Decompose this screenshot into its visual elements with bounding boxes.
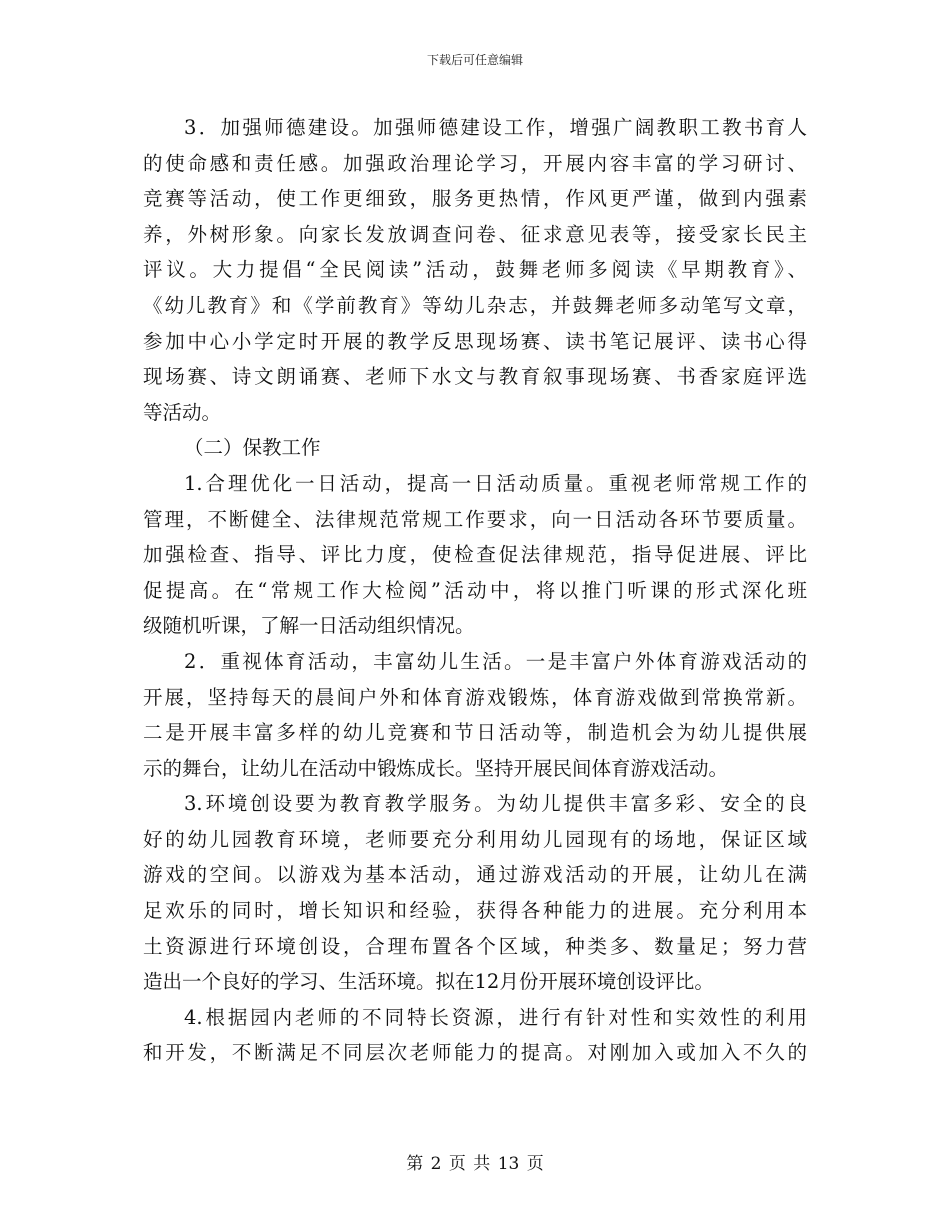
- text-line: 养，外树形象。向家长发放调查问卷、征求意见表等，接受家长民主: [143, 222, 807, 246]
- text-line: 和开发，不断满足不同层次老师能力的提高。对刚加入或加入不久的: [143, 1041, 807, 1065]
- text-line: 《幼儿教育》和《学前教育》等幼儿杂志，并鼓舞老师多动笔写文章，: [143, 293, 807, 317]
- text-line: 现场赛、诗文朗诵赛、老师下水文与教育叙事现场赛、书香家庭评选: [143, 365, 807, 389]
- text-line: 示的舞台，让幼儿在活动中锻炼成长。坚持开展民间体育游戏活动。: [143, 756, 729, 780]
- page-number: 第 2 页 共 13 页: [406, 1154, 544, 1174]
- text-line: 3．加强师德建设。加强师德建设工作，增强广阔教职工教书育人: [184, 116, 807, 139]
- text-line: 4.根据园内老师的不同特长资源，进行有针对性和实效性的利用: [184, 1005, 807, 1029]
- text-line: 1.合理优化一日活动，提高一日活动质量。重视老师常规工作的: [184, 471, 807, 495]
- text-line: 好的幼儿园教育环境，老师要充分利用幼儿园现有的场地，保证区域: [143, 827, 807, 851]
- text-line: 游戏的空间。以游戏为基本活动，通过游戏活动的开展，让幼儿在满: [143, 863, 807, 887]
- section-heading-care-education: [143, 430, 807, 466]
- paragraph-teacher-resources: [143, 1000, 807, 1071]
- document-body: [143, 110, 807, 1071]
- text-line: 促提高。在“常规工作大检阅”活动中，将以推门听课的形式深化班: [143, 578, 807, 602]
- text-line: 管理，不断健全、法律规范常规工作要求，向一日活动各环节要质量。: [143, 507, 807, 531]
- paragraph-environment: [143, 786, 807, 1000]
- text-line: 3.环境创设要为教育教学服务。为幼儿提供丰富多彩、安全的良: [184, 792, 807, 816]
- text-line: 二是开展丰富多样的幼儿竞赛和节日活动等，制造机会为幼儿提供展: [143, 721, 807, 745]
- text-line: 参加中心小学定时开展的教学反思现场赛、读书笔记展评、读书心得: [143, 329, 807, 353]
- text-line: 加强检查、指导、评比力度，使检查促法律规范，指导促进展、评比: [143, 543, 807, 567]
- text-line: 2．重视体育活动，丰富幼儿生活。一是丰富户外体育游戏活动的: [184, 649, 807, 673]
- paragraph-teacher-ethics: [143, 110, 807, 430]
- text-line: 等活动。: [143, 400, 222, 424]
- text-line: 足欢乐的同时，增长知识和经验，获得各种能力的进展。充分利用本: [143, 899, 807, 923]
- text-line: 的使命感和责任感。加强政治理论学习，开展内容丰富的学习研讨、: [143, 151, 807, 175]
- paragraph-sports-activities: [143, 644, 807, 786]
- text-line: 造出一个良好的学习、生活环境。拟在12月份开展环境创设评比。: [143, 970, 714, 994]
- text-line: 土资源进行环境创设，合理布置各个区域，种类多、数量足；努力营: [143, 934, 807, 958]
- paragraph-daily-activities: [143, 466, 807, 644]
- text-line: 竞赛等活动，使工作更细致，服务更热情，作风更严谨，做到内强素: [143, 187, 807, 211]
- text-line: 开展，坚持每天的晨间户外和体育游戏锻炼，体育游戏做到常换常新。: [143, 685, 807, 709]
- text-line: 评议。大力提倡“全民阅读”活动，鼓舞老师多阅读《早期教育》、: [143, 258, 807, 282]
- text-line: 级随机听课，了解一日活动组织情况。: [143, 614, 475, 638]
- page-header: 下载后可任意编辑: [426, 53, 523, 67]
- section-heading: （二）保教工作: [184, 436, 321, 460]
